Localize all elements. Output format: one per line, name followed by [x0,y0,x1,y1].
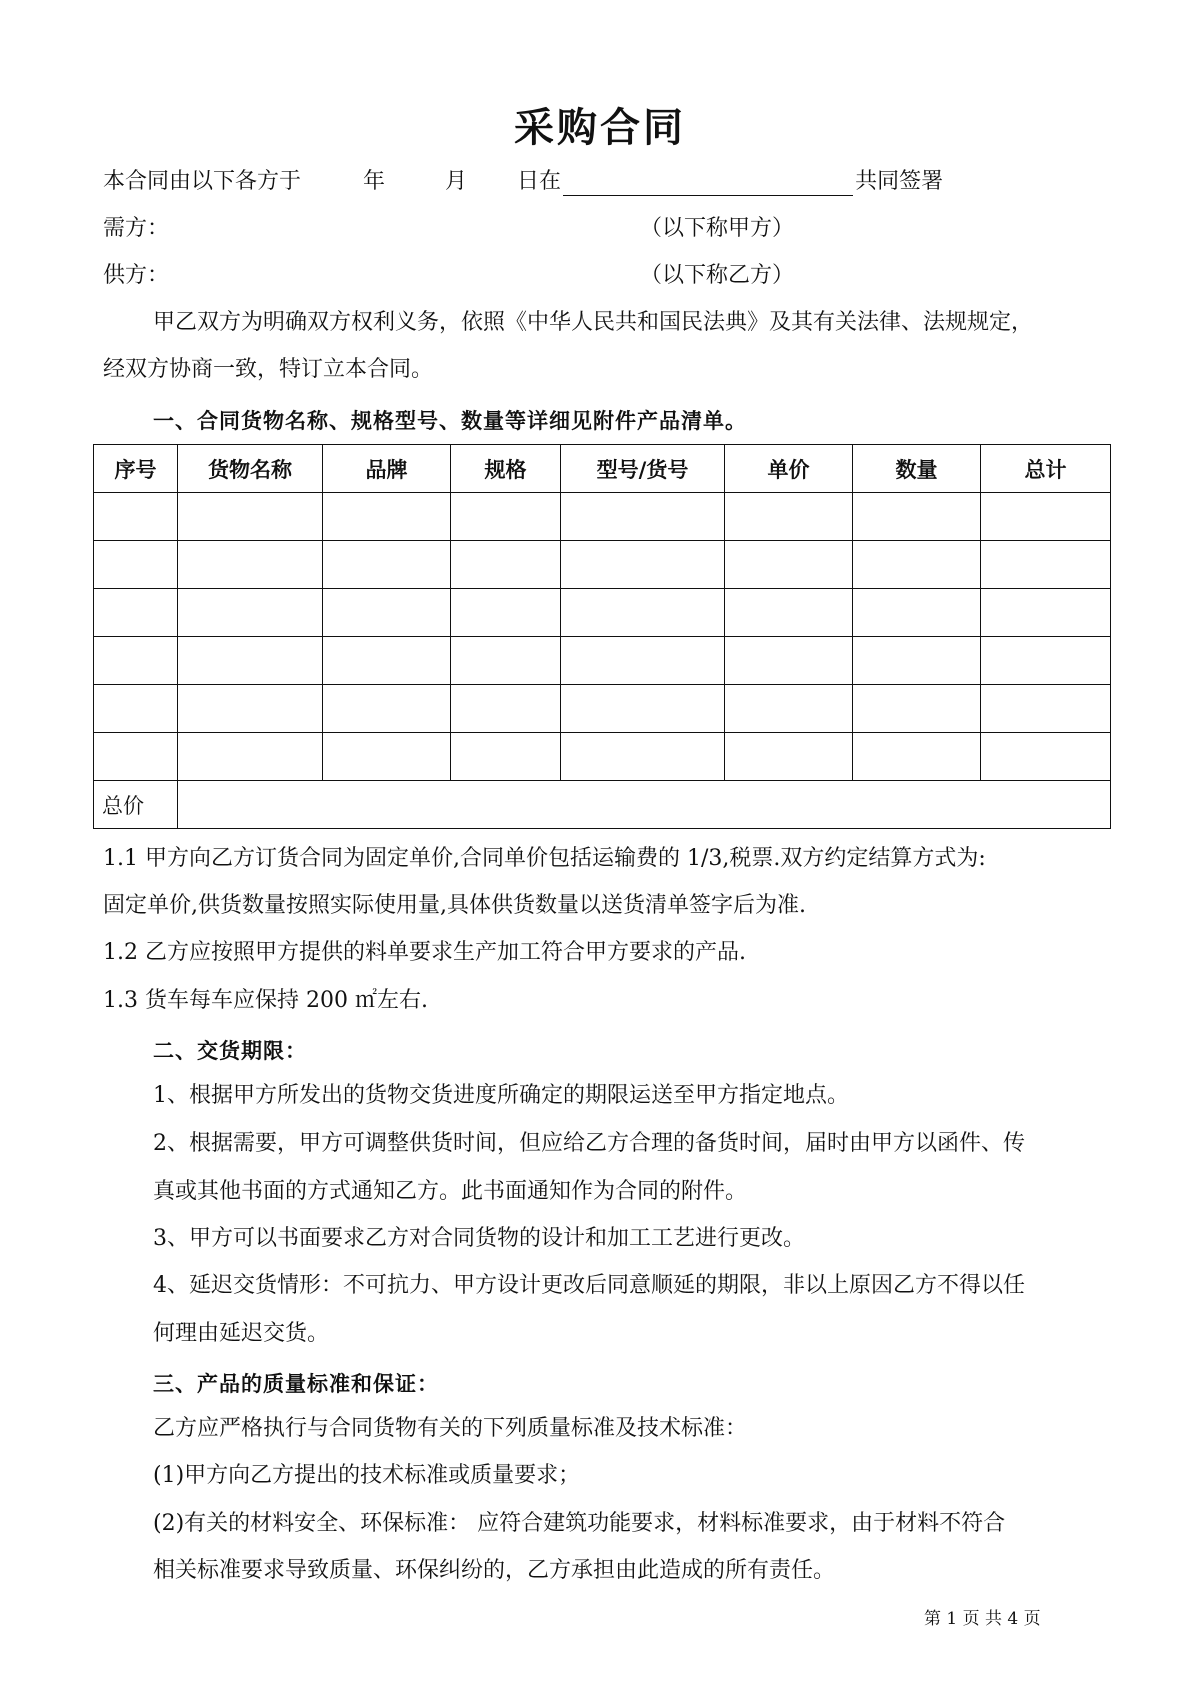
table-row [94,589,1111,637]
table-cell[interactable] [178,637,323,685]
section-1-heading: 一、合同货物名称、规格型号、数量等详细见附件产品清单。 [153,409,747,433]
table-cell[interactable] [725,541,853,589]
section-3-item-2-line-1: (2)有关的材料安全、环保标准： 应符合建筑功能要求，材料标准要求，由于材料不符合 [153,1511,1006,1536]
table-cell[interactable] [178,589,323,637]
section-2-item-3: 3、甲方可以书面要求乙方对合同货物的设计和加工工艺进行更改。 [153,1226,805,1251]
table-cell[interactable] [94,541,178,589]
intro-day-at: 日在 [517,169,562,194]
table-cell[interactable] [561,589,725,637]
seller-label: 供方： [103,263,170,288]
table-cell[interactable] [323,493,451,541]
table-cell[interactable] [853,541,981,589]
table-cell[interactable] [94,493,178,541]
goods-table-body [94,493,1111,781]
table-cell[interactable] [178,541,323,589]
header-brand: 品牌 [323,445,451,493]
table-cell[interactable] [451,733,561,781]
section-3-intro: 乙方应严格执行与合同货物有关的下列质量标准及技术标准： [153,1416,748,1441]
table-cell[interactable] [451,589,561,637]
table-cell[interactable] [561,685,725,733]
intro-year: 年 [363,169,386,194]
goods-table [93,444,1111,829]
table-cell[interactable] [853,493,981,541]
table-cell[interactable] [178,733,323,781]
header-spec: 规格 [451,445,561,493]
header-total: 总计 [981,445,1111,493]
table-cell[interactable] [981,685,1111,733]
intro-prefix: 本合同由以下各方于 [103,169,302,194]
table-cell[interactable] [561,733,725,781]
table-cell[interactable] [94,589,178,637]
intro-line [103,168,943,196]
table-cell[interactable] [323,637,451,685]
table-header-row [94,445,1111,493]
table-cell[interactable] [725,685,853,733]
table-cell[interactable] [725,733,853,781]
table-cell[interactable] [725,637,853,685]
section-2-item-2-line-2: 真或其他书面的方式通知乙方。此书面通知作为合同的附件。 [153,1179,748,1204]
buyer-label: 需方： [103,216,170,241]
table-cell[interactable] [725,589,853,637]
document-title: 采购合同 [514,105,686,151]
table-cell[interactable] [451,541,561,589]
total-price-label: 总价 [94,781,178,829]
section-2-item-1: 1、根据甲方所发出的货物交货进度所确定的期限运送至甲方指定地点。 [153,1083,849,1108]
signing-place-blank [563,171,853,196]
section-3-item-1: (1)甲方向乙方提出的技术标准或质量要求； [153,1463,581,1488]
table-cell[interactable] [178,685,323,733]
header-goods-name: 货物名称 [178,445,323,493]
intro-month: 月 [445,169,468,194]
table-row [94,733,1111,781]
table-cell[interactable] [981,493,1111,541]
table-cell[interactable] [323,541,451,589]
table-cell[interactable] [725,493,853,541]
page-number: 第 1 页 共 4 页 [924,1609,1041,1629]
table-cell[interactable] [981,637,1111,685]
section-2-item-4-line-1: 4、延迟交货情形：不可抗力、甲方设计更改后同意顺延的期限，非以上原因乙方不得以任 [153,1273,1026,1298]
table-cell[interactable] [323,589,451,637]
section-2-heading: 二、交货期限： [153,1039,307,1063]
table-cell[interactable] [451,493,561,541]
preamble-line-1: 甲乙双方为明确双方权利义务，依照《中华人民共和国民法典》及其有关法律、法规规定， [153,310,1034,335]
table-total-row [94,781,1111,829]
table-cell[interactable] [561,493,725,541]
clause-1-3: 1.3 货车每车应保持 200 ㎡左右. [103,988,428,1013]
table-cell[interactable] [323,733,451,781]
section-2-item-2-line-1: 2、根据需要，甲方可调整供货时间，但应给乙方合理的备货时间，届时由甲方以函件、传 [153,1131,1026,1156]
table-cell[interactable] [94,685,178,733]
section-2-item-4-line-2: 何理由延迟交货。 [153,1321,330,1346]
table-row [94,493,1111,541]
clause-1-1-line-1: 1.1 甲方向乙方订货合同为固定单价,合同单价包括运输费的 1/3,税票.双方约定结算方式为: [103,846,986,871]
buyer-alias: （以下称甲方） [640,216,795,241]
table-cell[interactable] [853,685,981,733]
header-index: 序号 [94,445,178,493]
table-cell[interactable] [853,637,981,685]
intro-suffix: 共同签署 [855,169,944,194]
table-cell[interactable] [561,637,725,685]
seller-alias: （以下称乙方） [640,263,795,288]
table-cell[interactable] [94,733,178,781]
total-price-cell[interactable] [178,781,1111,829]
preamble-line-2: 经双方协商一致，特订立本合同。 [103,357,434,382]
header-quantity: 数量 [853,445,981,493]
table-cell[interactable] [451,685,561,733]
header-model: 型号/货号 [561,445,725,493]
table-cell[interactable] [94,637,178,685]
header-unit-price: 单价 [725,445,853,493]
table-cell[interactable] [451,637,561,685]
table-cell[interactable] [561,541,725,589]
table-cell[interactable] [981,589,1111,637]
table-cell[interactable] [981,541,1111,589]
table-cell[interactable] [981,733,1111,781]
table-row [94,685,1111,733]
table-cell[interactable] [323,685,451,733]
table-cell[interactable] [178,493,323,541]
table-row [94,541,1111,589]
table-cell[interactable] [853,589,981,637]
table-row [94,637,1111,685]
clause-1-1-line-2: 固定单价,供货数量按照实际使用量,具体供货数量以送货清单签字后为准. [103,893,806,918]
table-cell[interactable] [853,733,981,781]
section-3-item-2-line-2: 相关标准要求导致质量、环保纠纷的，乙方承担由此造成的所有责任。 [153,1558,836,1583]
clause-1-2: 1.2 乙方应按照甲方提供的料单要求生产加工符合甲方要求的产品. [103,940,746,965]
section-3-heading: 三、产品的质量标准和保证： [153,1372,439,1396]
